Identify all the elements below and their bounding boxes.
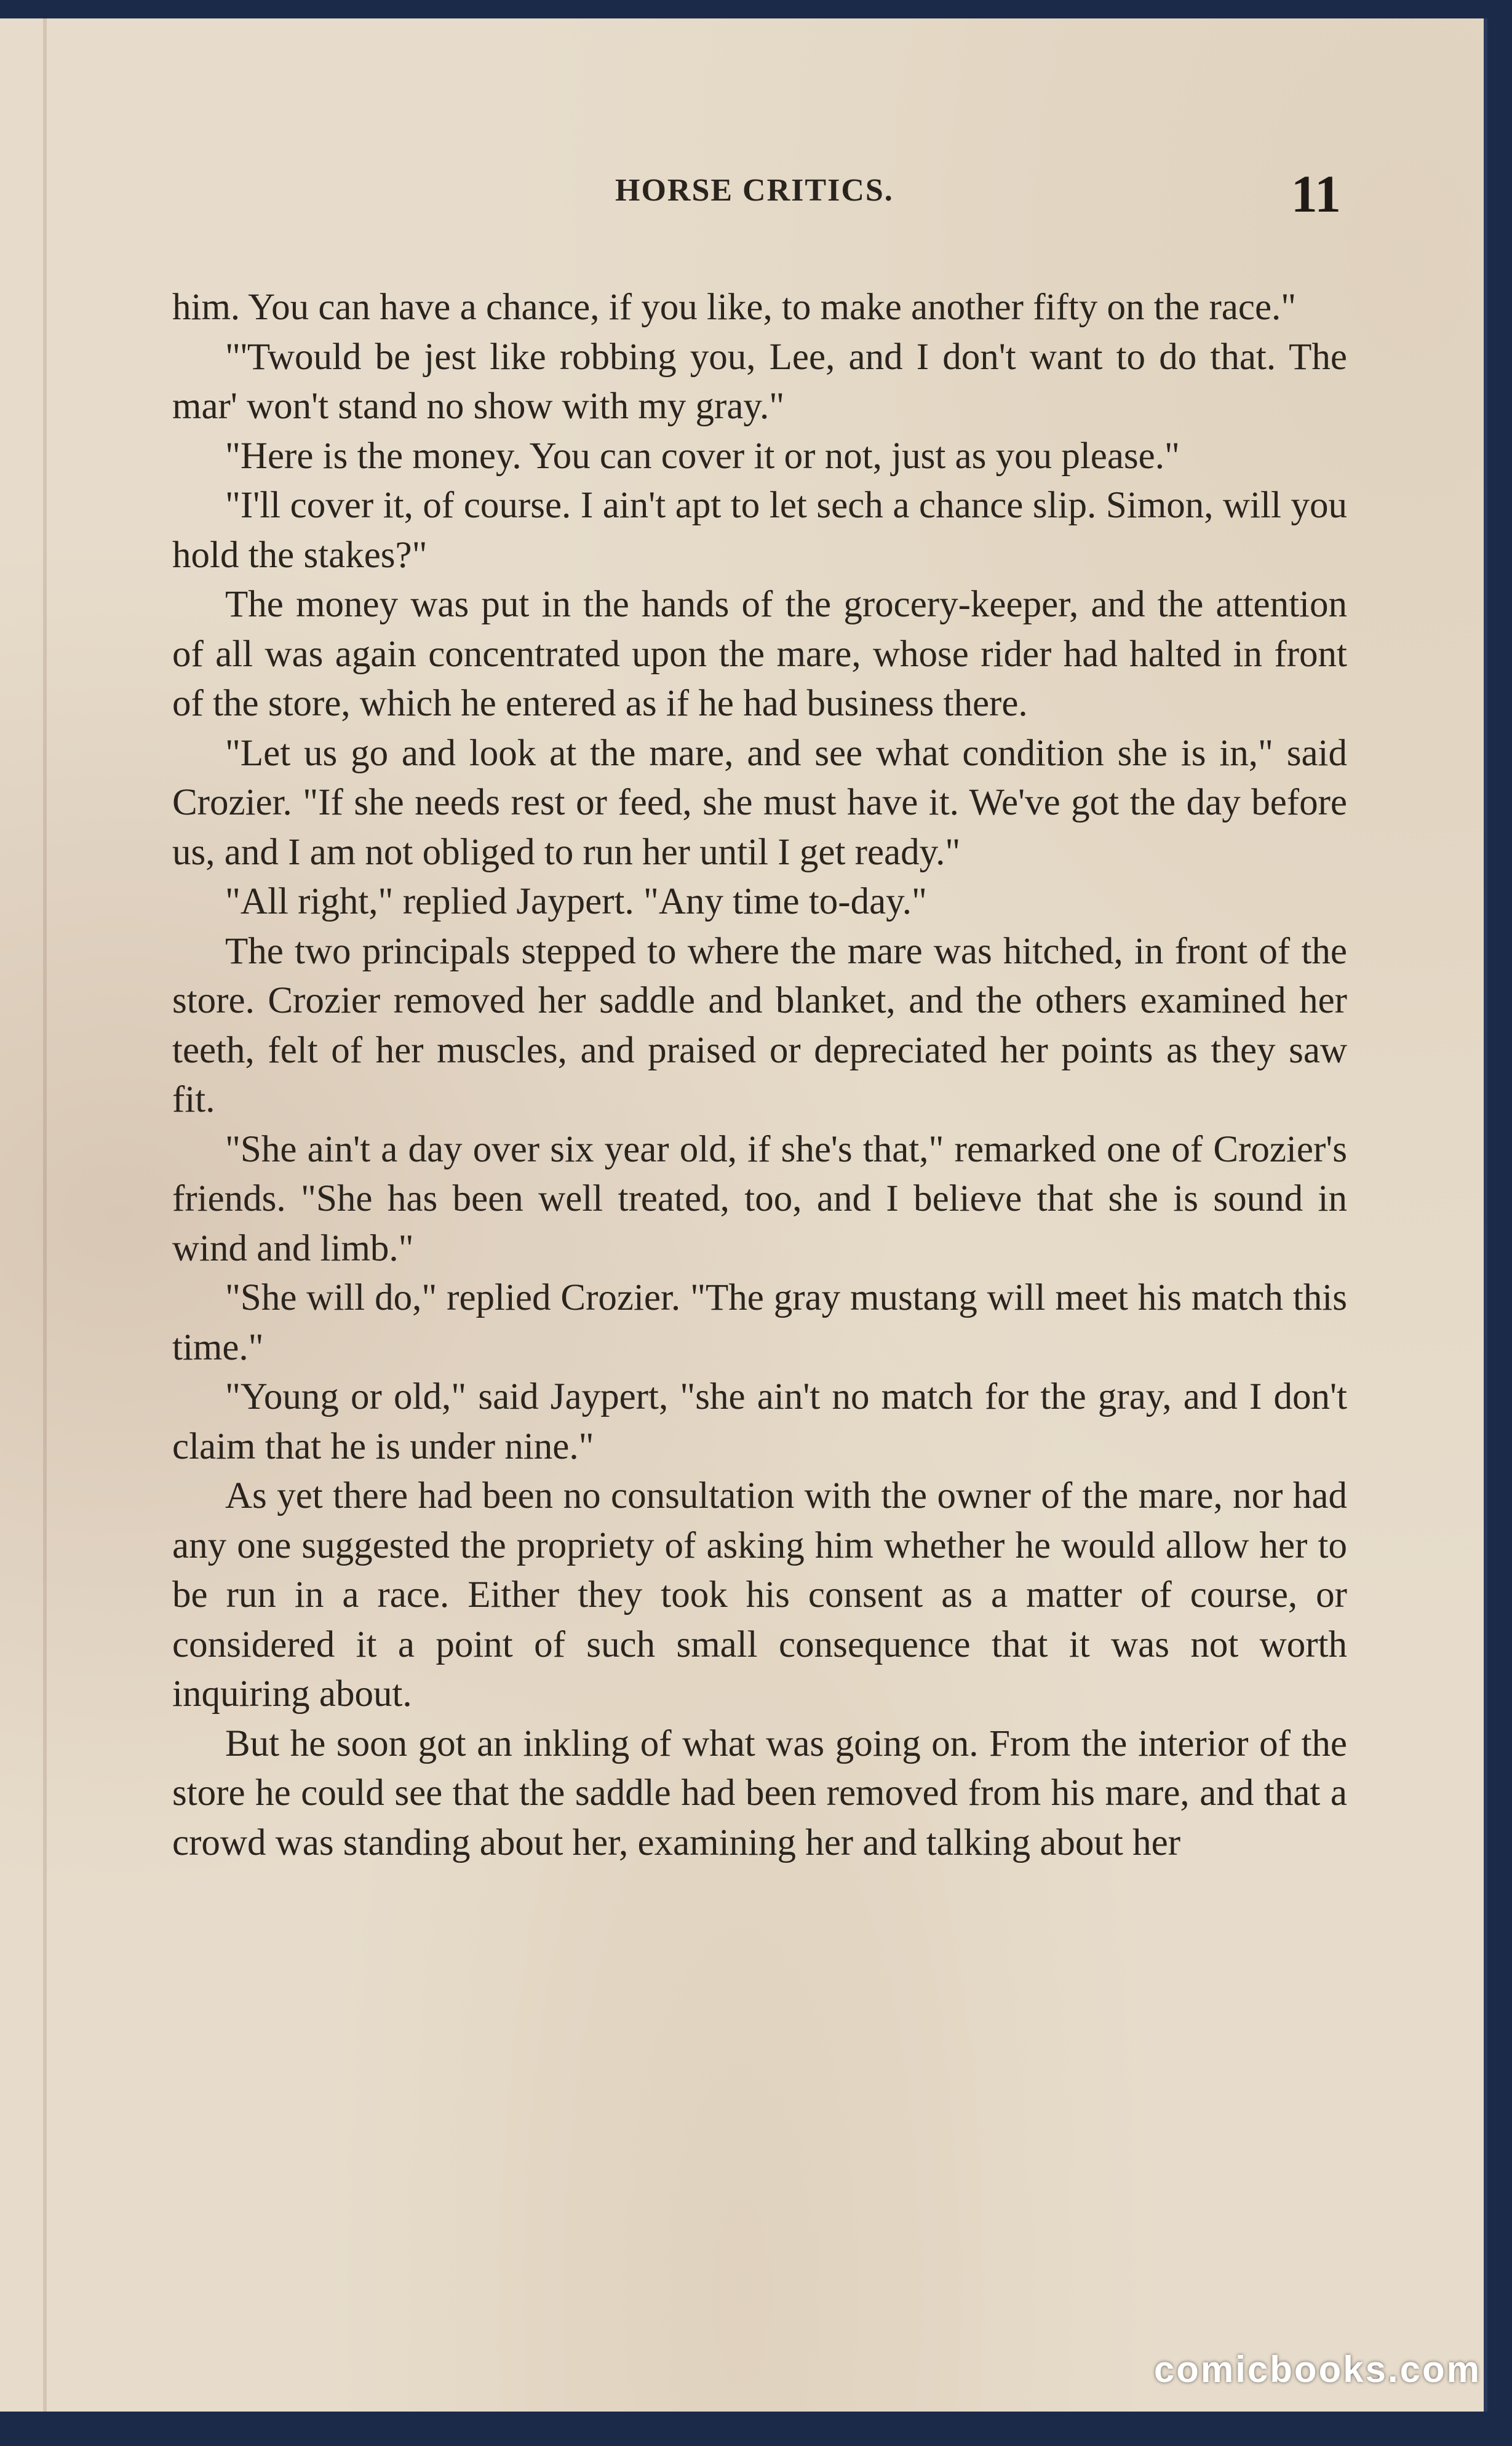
body-text bbox=[172, 283, 1347, 1868]
paragraph: "All right," replied Jaypert. "Any time to-day." bbox=[225, 881, 927, 922]
spine-fold bbox=[43, 18, 47, 2412]
paragraph: "Here is the money. You can cover it or not, just as you please." bbox=[225, 435, 1180, 477]
paragraph: But he soon got an inkling of what was going on. From the interior of the store he could see that the saddle had been removed from his mare, and that a crowd was standing about her, examining her and talking about her bbox=[172, 1723, 1347, 1863]
paragraph: "'Twould be jest like robbing you, Lee, and I don't want to do that. The mar' won't stand no show with my gray." bbox=[172, 336, 1347, 427]
paragraph: The money was put in the hands of the grocery-keeper, and the attention of all was again concentrated upon the mare, whose rider had halted in front of the store, which he entered as if he had business there. bbox=[172, 584, 1347, 724]
paragraph: "Let us go and look at the mare, and see what condition she is in," said Crozier. "If she needs rest or feed, she must have it. We've got the day before us, and I am not obliged to run her until I get ready." bbox=[172, 732, 1347, 873]
running-head: HORSE CRITICS. bbox=[615, 173, 894, 208]
paragraph: "I'll cover it, of course. I ain't apt to let sech a chance slip. Simon, will you hold the stakes?" bbox=[172, 485, 1347, 576]
paragraph: "She will do," replied Crozier. "The gray mustang will meet his match this time." bbox=[172, 1277, 1347, 1368]
page-number: 11 bbox=[1291, 164, 1341, 223]
paragraph: "She ain't a day over six year old, if she's that," remarked one of Crozier's friends. "She has been well treated, too, and I believe that she is sound in wind and limb." bbox=[172, 1128, 1347, 1269]
paragraph: The two principals stepped to where the mare was hitched, in front of the store. Crozier removed her saddle and blanket, and the others examined her teeth, felt of her muscles, and praised or depreciated her points as they saw fit. bbox=[172, 930, 1347, 1120]
paragraph: As yet there had been no consultation with the owner of the mare, nor had any one suggested the propriety of asking him whether he would allow her to be run in a race. Either they took his consent as a matter of course, or considered it a point of such small consequence that it was not worth inquiring about. bbox=[172, 1475, 1347, 1715]
paragraph-continued: him. You can have a chance, if you like, to make another fifty on the race." bbox=[172, 287, 1297, 328]
book-page bbox=[0, 18, 1487, 2412]
watermark: comicbooks.com bbox=[1153, 2349, 1481, 2390]
paragraph: "Young or old," said Jaypert, "she ain't no match for the gray, and I don't claim that he is under nine." bbox=[172, 1376, 1347, 1467]
